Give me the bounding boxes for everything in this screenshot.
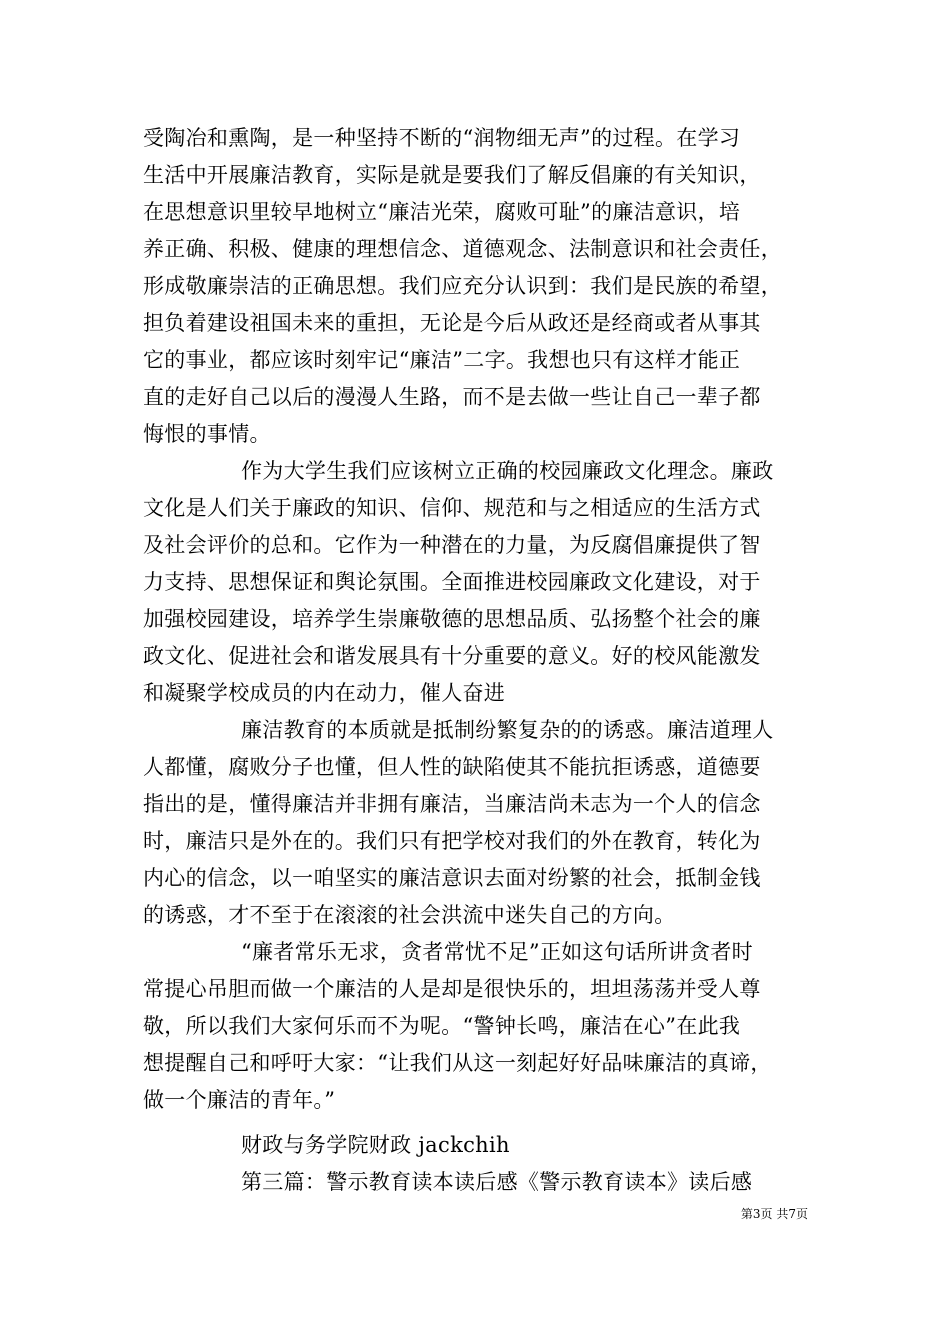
paragraph-1 xyxy=(143,120,823,453)
text-line: 受陶冶和熏陶，是一种坚持不断的“润物细无声”的过程。在学习 xyxy=(143,126,741,150)
text-line: 加强校园建设，培养学生崇廉敬德的思想品质、弘扬整个社会的廉 xyxy=(143,607,761,631)
text-line: 在思想意识里较早地树立“廉洁光荣，腐败可耻”的廉洁意识，培 xyxy=(143,200,741,224)
text-line: 的诱惑，才不至于在滚滚的社会洪流中迷失自己的方向。 xyxy=(143,903,676,927)
text-line: 时，廉洁只是外在的。我们只有把学校对我们的外在教育，转化为 xyxy=(143,829,761,853)
text-line: 悔恨的事情。 xyxy=(143,422,271,446)
text-line: 和凝聚学校成员的内在动力，催人奋进 xyxy=(143,681,506,705)
signature-line: 财政与务学院财政 jackchih xyxy=(241,1133,510,1157)
paragraph-2 xyxy=(143,453,823,712)
text-line: 指出的是，懂得廉洁并非拥有廉洁，当廉洁尚未志为一个人的信念 xyxy=(143,792,761,816)
text-line: 内心的信念，以一咱坚实的廉洁意识去面对纷繁的社会，抵制金钱 xyxy=(143,866,761,890)
page-number-footer: 第3页 共7页 xyxy=(740,1207,808,1221)
text-line: 文化是人们关于廉政的知识、信仰、规范和与之相适应的生活方式 xyxy=(143,496,761,520)
text-line: 及社会评价的总和。它作为一种潜在的力量，为反腐倡廉提供了智 xyxy=(143,533,761,557)
document-body xyxy=(143,120,823,1201)
text-line: 生活中开展廉洁教育，实际是就是要我们了解反倡廉的有关知识， xyxy=(143,163,761,187)
text-line: 想提醒自己和呼吁大家：“让我们从这一刻起好好品味廉洁的真谛， xyxy=(143,1051,772,1075)
text-line: 人都懂，腐败分子也懂，但人性的缺陷使其不能抗拒诱惑，道德要 xyxy=(143,755,761,779)
text-line: 常提心吊胆而做一个廉洁的人是却是很快乐的，坦坦荡荡并受人尊 xyxy=(143,977,761,1001)
text-line: 做一个廉洁的青年。” xyxy=(143,1088,336,1112)
text-line: 力支持、思想保证和舆论氛围。全面推进校园廉政文化建设，对于 xyxy=(143,570,761,594)
text-line: 政文化、促进社会和谐发展具有十分重要的意义。好的校风能激发 xyxy=(143,644,761,668)
text-line: 养正确、积极、健康的理想信念、道德观念、法制意识和社会责任， xyxy=(143,237,782,261)
paragraph-4 xyxy=(143,934,823,1119)
text-line: 形成敬廉崇洁的正确思想。我们应充分认识到：我们是民族的希望， xyxy=(143,274,782,298)
text-line: “廉者常乐无求，贪者常忧不足”正如这句话所讲贪者时 xyxy=(241,940,753,964)
text-line: 作为大学生我们应该树立正确的校园廉政文化理念。廉政 xyxy=(241,459,774,483)
text-line: 它的事业，都应该时刻牢记“廉洁”二字。我想也只有这样才能正 xyxy=(143,348,741,372)
text-line: 担负着建设祖国未来的重担，无论是今后从政还是经商或者从事其 xyxy=(143,311,761,335)
paragraph-3 xyxy=(143,712,823,934)
next-article-heading: 第三篇：警示教育读本读后感《警示教育读本》读后感 xyxy=(241,1170,753,1194)
text-line: 廉洁教育的本质就是抵制纷繁复杂的的诱惑。廉洁道理人 xyxy=(241,718,774,742)
text-line: 敬，所以我们大家何乐而不为呢。“警钟长鸣，廉洁在心”在此我 xyxy=(143,1014,741,1038)
text-line: 直的走好自己以后的漫漫人生路，而不是去做一些让自己一辈子都 xyxy=(143,385,761,409)
